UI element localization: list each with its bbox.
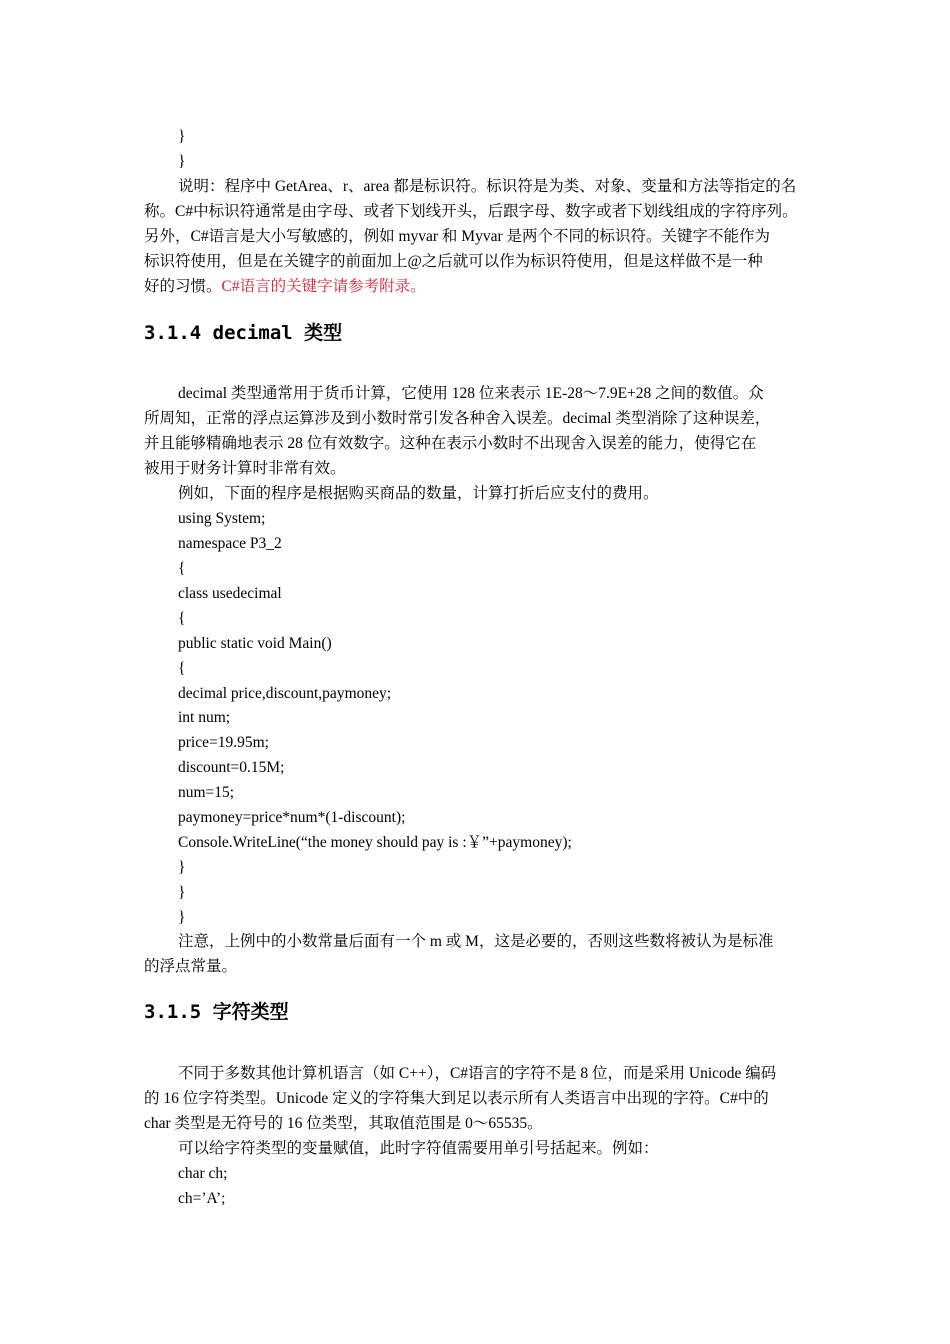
section-heading-3-1-5: 3.1.5 字符类型 (144, 1001, 289, 1023)
paragraph-line: 并且能够精确地表示 28 位有效数字。这种在表示小数时不出现舍入误差的能力，使得它在 (144, 435, 757, 452)
code-line: } (178, 884, 186, 901)
explanation-text: 好的习惯。 (144, 278, 222, 295)
code-line: public static void Main() (178, 635, 332, 652)
code-line: using System; (178, 510, 266, 527)
code-line: } (178, 909, 186, 926)
section-heading-3-1-4: 3.1.4 decimal 类型 (144, 322, 343, 344)
code-line: paymoney=price*num*(1-discount); (178, 809, 406, 826)
paragraph-line: char 类型是无符号的 16 位类型，其取值范围是 0～65535。 (144, 1115, 543, 1132)
code-line: } (178, 128, 186, 145)
code-line: decimal price,discount,paymoney; (178, 685, 392, 702)
code-line: namespace P3_2 (178, 535, 282, 552)
code-line: { (178, 560, 186, 577)
code-line: char ch; (178, 1165, 228, 1182)
note-line: 的浮点常量。 (144, 958, 238, 975)
code-line: price=19.95m; (178, 734, 269, 751)
explanation-line: 称。C#中标识符通常是由字母、或者下划线开头，后跟字母、数字或者下划线组成的字符序列。 (144, 203, 798, 220)
code-line: } (178, 859, 186, 876)
note-line: 注意，上例中的小数常量后面有一个 m 或 M，这是必要的，否则这些数将被认为是标准 (178, 933, 774, 950)
explanation-line: 说明：程序中 GetArea、r、area 都是标识符。标识符是为类、对象、变量和方法等指定的名 (178, 178, 797, 195)
code-line: } (178, 153, 186, 170)
code-line: num=15; (178, 784, 235, 801)
paragraph-line: 可以给字符类型的变量赋值，此时字符值需要用单引号括起来。例如： (178, 1140, 659, 1157)
paragraph-line: 不同于多数其他计算机语言（如 C++），C#语言的字符不是 8 位，而是采用 Unicode 编码 (178, 1065, 777, 1082)
code-line: ch=’A’; (178, 1190, 226, 1207)
code-line: discount=0.15M; (178, 759, 285, 776)
paragraph-line: 例如，下面的程序是根据购买商品的数量，计算打折后应支付的费用。 (178, 485, 659, 502)
paragraph-line: decimal 类型通常用于货币计算，它使用 128 位来表示 1E-28～7.9E+28 之间的数值。众 (178, 385, 764, 402)
code-line: { (178, 610, 186, 627)
explanation-line: 标识符使用，但是在关键字的前面加上@之后就可以作为标识符使用，但是这样做不是一种 (144, 253, 763, 270)
paragraph-line: 所周知，正常的浮点运算涉及到小数时常引发各种舍入误差。decimal 类型消除了这种误差， (144, 410, 771, 427)
explanation-line: 另外，C#语言是大小写敏感的，例如 myvar 和 Myvar 是两个不同的标识符。关键字不能作为 (144, 228, 771, 245)
paragraph-line: 被用于财务计算时非常有效。 (144, 460, 346, 477)
paragraph-line: 的 16 位字符类型。Unicode 定义的字符集大到足以表示所有人类语言中出现的字符。C#中的 (144, 1090, 769, 1107)
explanation-last-line (144, 274, 426, 299)
code-line: Console.WriteLine(“the money should pay is :￥”+paymoney); (178, 834, 572, 851)
code-line: class usedecimal (178, 585, 282, 602)
code-line: int num; (178, 709, 231, 726)
appendix-reference-text: C#语言的关键字请参考附录。 (221, 278, 426, 295)
code-line: { (178, 660, 186, 677)
